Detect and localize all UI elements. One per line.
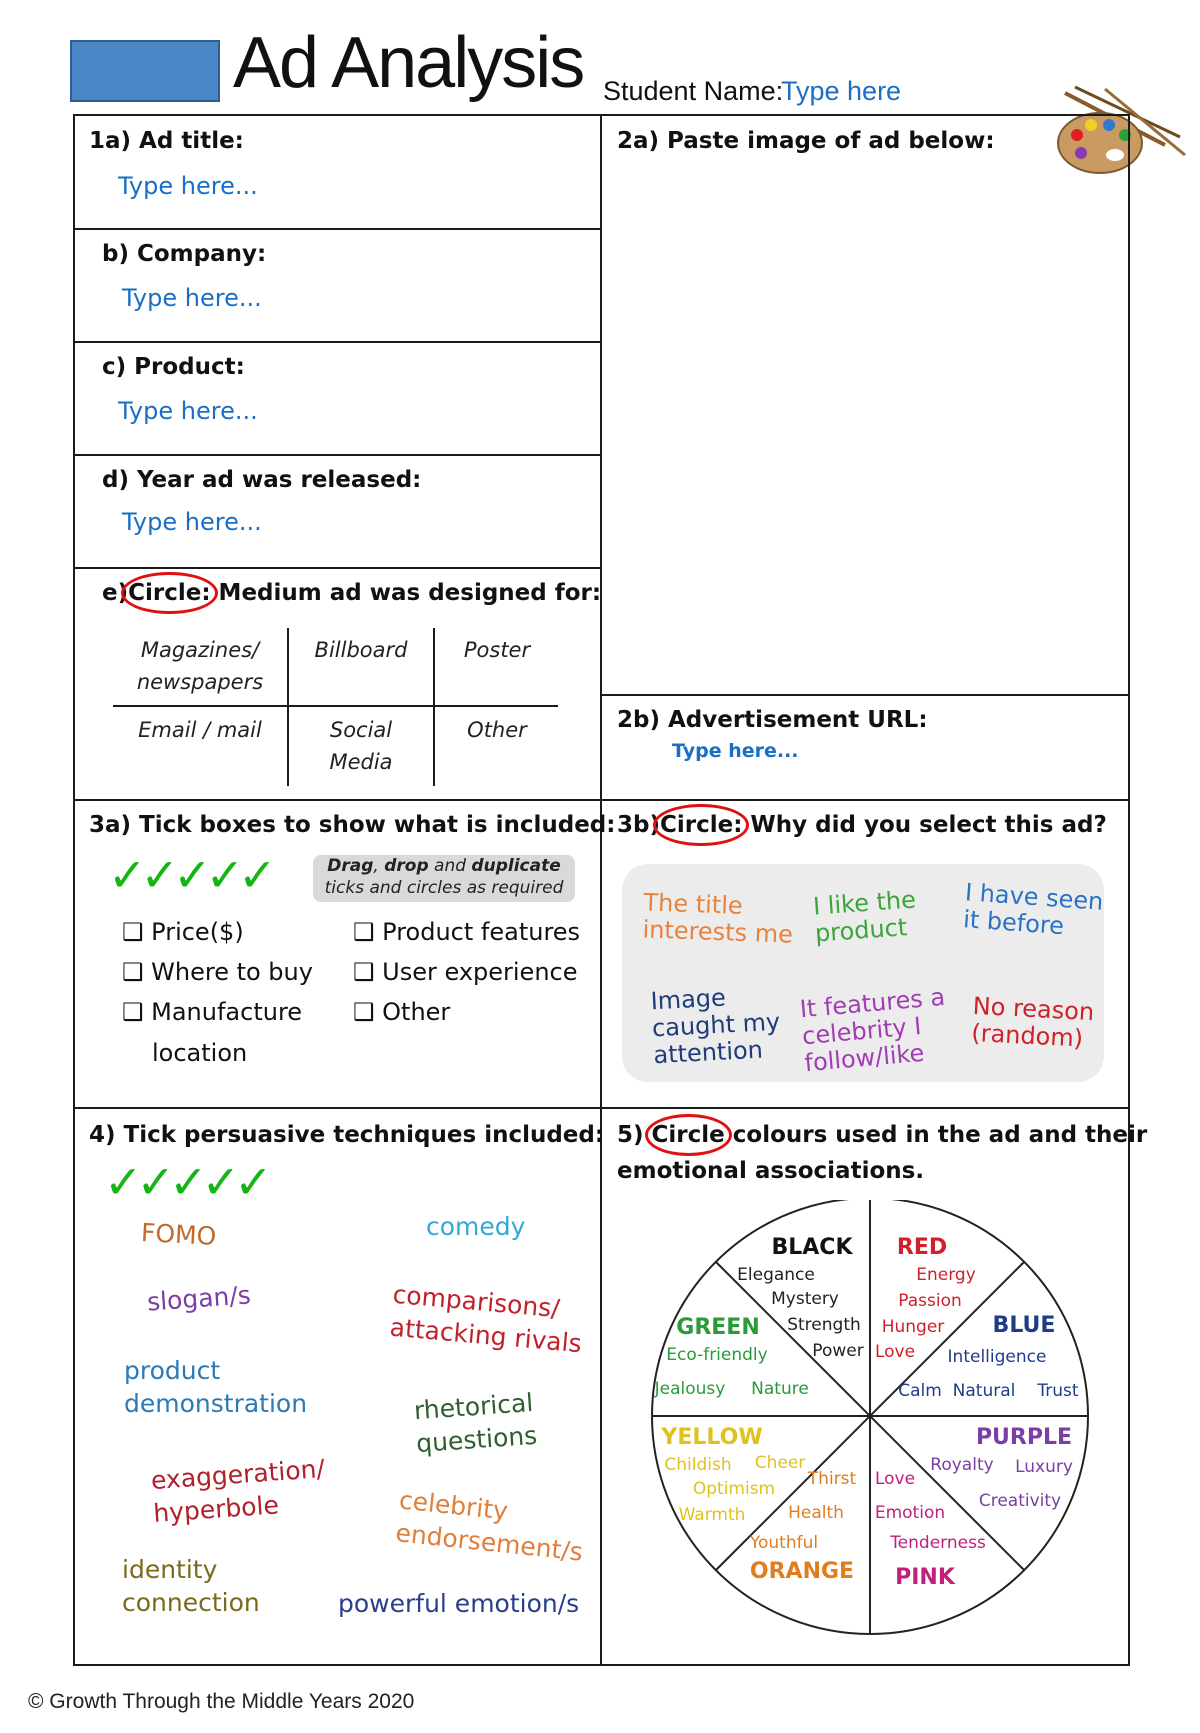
student-name-label: Student Name: xyxy=(603,76,784,106)
reason-text: I like the xyxy=(812,885,917,921)
copyright-footer: © Growth Through the Middle Years 2020 xyxy=(28,1690,415,1713)
segment-word: Natural xyxy=(952,1381,1016,1401)
medium-option-text: Media xyxy=(329,750,393,774)
segment-word: Eco-friendly xyxy=(666,1345,768,1365)
checkbox-manufacture-location-line2: location xyxy=(152,1039,248,1067)
segment-word: Trust xyxy=(1037,1381,1079,1401)
why-label-suffix: Why did you select this ad? xyxy=(742,812,1107,838)
segment-yellow-name: YELLOW xyxy=(661,1425,763,1450)
segment-word: Creativity xyxy=(978,1491,1062,1511)
colours-label-suffix: colours used in the ad and their xyxy=(724,1122,1148,1148)
segment-word: Hunger xyxy=(881,1317,945,1337)
reason-text: follow/like xyxy=(803,1038,926,1078)
medium-option-text: newspapers xyxy=(136,670,264,694)
segment-black-name: BLACK xyxy=(771,1235,853,1260)
reason-text: No reason xyxy=(972,991,1095,1027)
url-field[interactable]: Type here... xyxy=(672,740,799,762)
technique-text: celebrity xyxy=(397,1485,510,1526)
segment-word: Love xyxy=(874,1469,916,1489)
year-label: d) Year ad was released: xyxy=(102,467,422,493)
segment-word: Health xyxy=(788,1503,844,1523)
checkbox-where-to-buy[interactable]: ❑ Where to buy xyxy=(122,958,313,986)
reason-seen-before[interactable] xyxy=(962,879,1104,943)
medium-option-social-media[interactable] xyxy=(289,714,433,778)
note-drag: Drag xyxy=(327,856,374,876)
reason-text: attention xyxy=(652,1035,764,1070)
row-divider xyxy=(73,228,601,230)
drag-drop-note-line2: ticks and circles as required xyxy=(324,878,564,898)
segment-word: Thirst xyxy=(807,1469,857,1489)
medium-option-text: Social xyxy=(329,718,393,742)
techniques-label: 4) Tick persuasive techniques included: xyxy=(89,1122,605,1148)
segment-word: Optimism xyxy=(692,1479,776,1499)
product-label: c) Product: xyxy=(102,354,245,380)
technique-powerful-emotion[interactable] xyxy=(338,1587,579,1620)
reason-text: It features a xyxy=(798,982,947,1024)
segment-word: Nature xyxy=(751,1379,809,1399)
technique-text: connection xyxy=(122,1588,260,1617)
medium-option-text: Poster xyxy=(463,638,531,662)
technique-text: comedy xyxy=(426,1212,526,1241)
technique-text: endorsement/s xyxy=(394,1518,585,1567)
reason-text: it before xyxy=(962,905,1065,941)
student-name-field[interactable]: Type here xyxy=(781,76,902,106)
why-circle-word: Circle: xyxy=(659,812,743,838)
reason-text: Image xyxy=(649,983,727,1016)
technique-text: rhetorical xyxy=(412,1387,535,1426)
reason-text: celebrity I xyxy=(801,1011,923,1051)
segment-word: Strength xyxy=(787,1315,861,1335)
title-highlight-box xyxy=(70,40,220,102)
why-label xyxy=(617,812,1107,838)
segment-word: Warmth xyxy=(678,1505,746,1525)
medium-label xyxy=(102,580,601,606)
segment-word: Calm xyxy=(898,1381,942,1401)
technique-text: powerful emotion/s xyxy=(338,1589,580,1618)
row-divider xyxy=(73,567,601,569)
segment-word: Love xyxy=(874,1342,916,1362)
colours-circle-word: Circle xyxy=(651,1122,725,1148)
row-divider xyxy=(73,341,601,343)
note-and: and xyxy=(428,856,472,876)
segment-word: Luxury xyxy=(1015,1457,1073,1477)
technique-comparisons[interactable] xyxy=(388,1278,585,1361)
technique-fomo[interactable] xyxy=(140,1216,217,1253)
reason-no-reason[interactable] xyxy=(971,993,1095,1053)
row-divider xyxy=(73,799,1130,801)
colours-label-prefix: 5) xyxy=(617,1122,644,1148)
company-label: b) Company: xyxy=(102,241,267,267)
product-field[interactable]: Type here... xyxy=(118,397,258,425)
row-divider xyxy=(600,694,1130,696)
reason-text: caught my xyxy=(651,1007,781,1043)
reason-text: I have seen xyxy=(964,878,1105,916)
included-label: 3a) Tick boxes to show what is included: xyxy=(89,812,616,838)
segment-word: Tenderness xyxy=(890,1533,986,1553)
technique-rhetorical-questions[interactable] xyxy=(413,1386,538,1460)
segment-word: Jealousy xyxy=(654,1379,726,1399)
medium-option-text: Other xyxy=(467,718,527,742)
technique-celebrity-endorsement[interactable] xyxy=(394,1483,588,1568)
technique-comedy[interactable] xyxy=(426,1210,525,1243)
segment-word: Emotion xyxy=(874,1503,946,1523)
medium-label-suffix: Medium ad was designed for: xyxy=(210,580,602,606)
page-title: Ad Analysis xyxy=(233,23,584,103)
segment-word: Youthful xyxy=(749,1533,819,1553)
note-comma: , xyxy=(373,856,385,876)
note-drop: drop xyxy=(384,856,429,876)
drag-drop-note-line1 xyxy=(313,855,575,877)
segment-word: Intelligence xyxy=(947,1347,1047,1367)
company-field[interactable]: Type here... xyxy=(122,284,262,312)
technique-product-demonstration[interactable] xyxy=(124,1354,307,1420)
reason-text: interests me xyxy=(642,915,794,949)
grid-right-border xyxy=(1128,114,1130,1665)
technique-text: identity xyxy=(122,1555,218,1584)
segment-word: Passion xyxy=(898,1291,962,1311)
why-label-prefix: 3b) xyxy=(617,812,660,838)
technique-text: slogan/s xyxy=(146,1280,252,1317)
segment-word: Mystery xyxy=(771,1289,839,1309)
segment-purple-name: PURPLE xyxy=(975,1425,1073,1450)
grid-center-divider xyxy=(600,114,602,1665)
paste-image-label: 2a) Paste image of ad below: xyxy=(617,128,995,154)
medium-label-prefix: e) xyxy=(102,580,129,606)
medium-option-other[interactable] xyxy=(435,714,559,746)
reason-caught-attention[interactable] xyxy=(650,982,782,1070)
reason-like-product[interactable] xyxy=(812,886,918,947)
year-field[interactable]: Type here... xyxy=(122,508,262,536)
checkbox-product-features[interactable]: ❑ Product features xyxy=(353,918,581,946)
drag-drop-note xyxy=(313,855,575,902)
technique-exaggeration[interactable] xyxy=(150,1452,328,1530)
medium-option-text: Email / mail xyxy=(138,718,262,742)
medium-option-text: Billboard xyxy=(314,638,408,662)
medium-table-hline xyxy=(113,705,558,707)
tick-icons[interactable]: ✓✓✓✓✓ xyxy=(104,1155,267,1209)
checkbox-user-experience[interactable]: ❑ User experience xyxy=(353,958,578,986)
technique-text: FOMO xyxy=(140,1218,218,1251)
technique-text: questions xyxy=(415,1420,539,1459)
medium-option-poster[interactable] xyxy=(435,634,559,666)
ad-title-field[interactable]: Type here... xyxy=(118,172,258,200)
row-divider xyxy=(73,454,601,456)
medium-option-billboard[interactable] xyxy=(289,634,433,666)
ad-title-label: 1a) Ad title: xyxy=(89,128,244,154)
medium-option-text: Magazines/ xyxy=(140,638,260,662)
segment-word: Energy xyxy=(916,1265,976,1285)
reason-text: (random) xyxy=(970,1018,1084,1053)
url-label: 2b) Advertisement URL: xyxy=(617,707,928,733)
segment-word: Cheer xyxy=(754,1453,806,1473)
colours-label-line2: emotional associations. xyxy=(617,1158,925,1184)
segment-word: Power xyxy=(812,1341,864,1361)
tick-icons[interactable]: ✓✓✓✓✓ xyxy=(108,848,271,902)
reason-text: product xyxy=(814,913,909,948)
colour-wheel xyxy=(640,1200,1100,1640)
segment-orange-name: ORANGE xyxy=(749,1559,855,1584)
ad-image-dropzone[interactable] xyxy=(612,170,1112,685)
reason-title-interests[interactable] xyxy=(642,889,794,948)
medium-option-magazines[interactable] xyxy=(113,634,287,698)
segment-word: Childish xyxy=(664,1455,732,1475)
technique-text: attacking rivals xyxy=(388,1312,583,1359)
medium-circle-word: Circle: xyxy=(128,580,211,606)
segment-word: Royalty xyxy=(930,1455,994,1475)
reason-text: The title xyxy=(643,888,744,920)
technique-text: exaggeration/ xyxy=(150,1454,326,1496)
colours-label xyxy=(617,1122,1147,1148)
grid-left-border xyxy=(73,114,75,1665)
note-duplicate: duplicate xyxy=(471,856,561,876)
segment-green-name: GREEN xyxy=(676,1315,760,1340)
checkbox-price[interactable]: ❑ Price($) xyxy=(122,918,244,946)
segment-pink-name: PINK xyxy=(895,1565,955,1590)
technique-text: product xyxy=(124,1356,221,1385)
technique-text: demonstration xyxy=(124,1389,308,1418)
reason-celebrity[interactable] xyxy=(799,984,951,1077)
checkbox-other[interactable]: ❑ Other xyxy=(353,998,451,1026)
technique-text: hyperbole xyxy=(152,1490,280,1528)
segment-word: Elegance xyxy=(737,1265,815,1285)
checkbox-manufacture-location[interactable]: ❑ Manufacture xyxy=(122,998,303,1026)
technique-slogans[interactable] xyxy=(146,1278,252,1318)
segment-blue-name: BLUE xyxy=(992,1313,1056,1338)
row-divider xyxy=(73,1107,1130,1109)
technique-identity-connection[interactable] xyxy=(122,1553,260,1619)
technique-text: comparisons/ xyxy=(391,1279,561,1324)
medium-option-email[interactable] xyxy=(113,714,287,746)
segment-red-name: RED xyxy=(896,1235,948,1260)
